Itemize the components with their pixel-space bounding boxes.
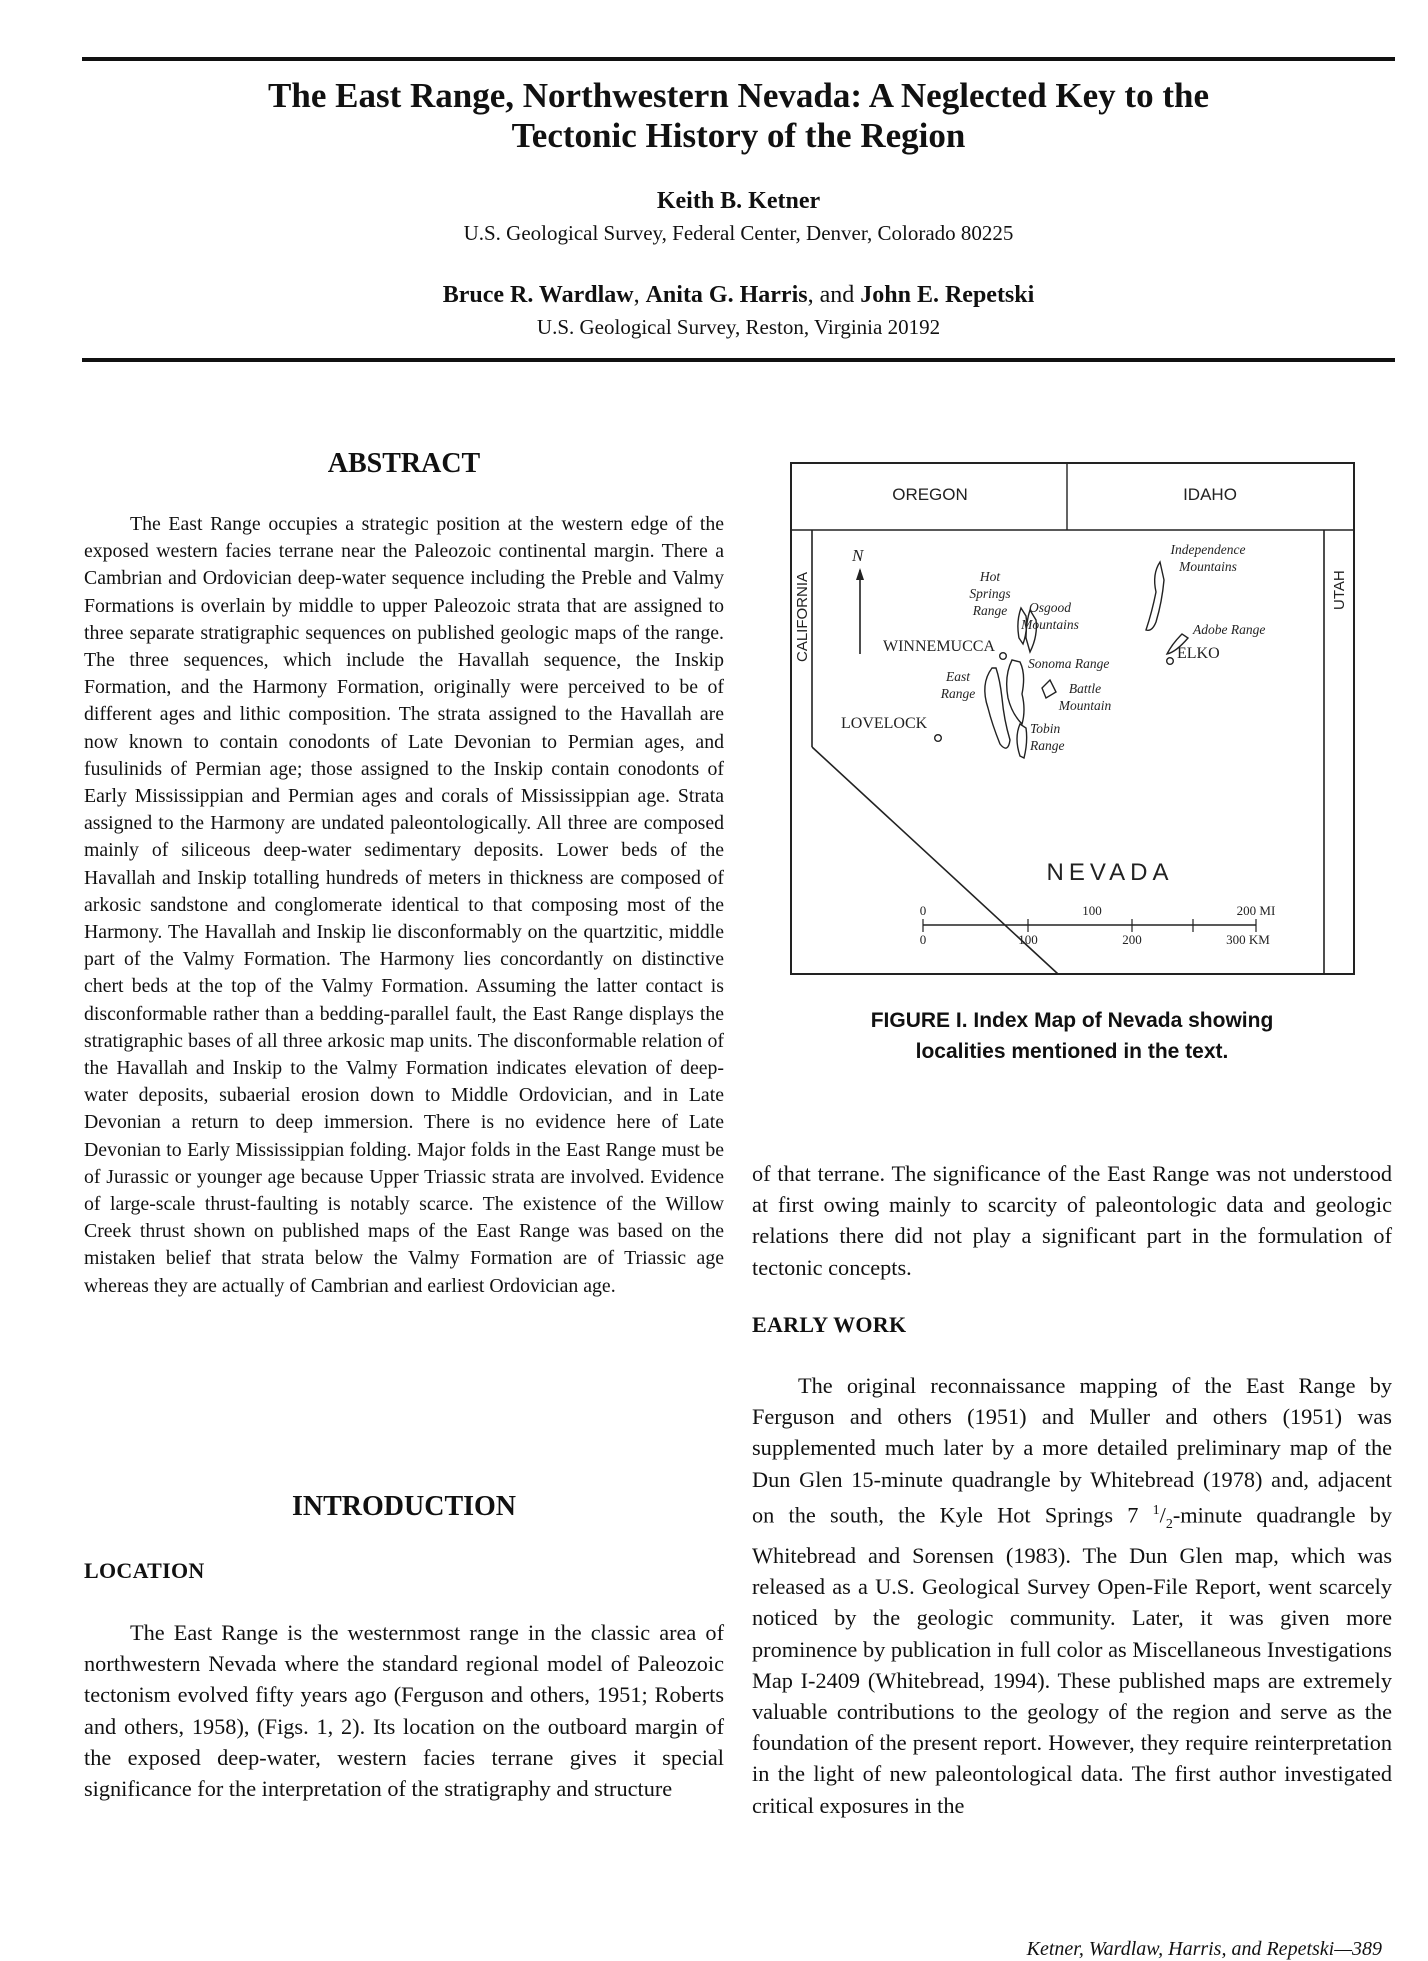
author-1: Keith B. Ketner [656,188,821,214]
fraction-numerator: 1 [1152,1502,1160,1518]
fraction-denominator: 2 [1165,1516,1173,1532]
scale-km-100: 100 [1018,932,1038,947]
figure-caption-line-1: FIGURE I. Index Map of Nevada showing [870,1009,1274,1032]
introduction-heading: INTRODUCTION [291,1491,517,1522]
nevada-index-map [790,462,1356,977]
early-work-text: The original reconnaissance mapping of the East Range by Ferguson and others (1951) and Muller and others (1951) was supplemented much later by a more detailed preliminary map of the Dun Glen 15-minute quadrangle by Whitebread (1978) and, adjacent on the south, the Kyle Hot Springs 7 $^1/_2$-minute quadrangle by Whitebread and Sorensen (1983). The Dun Glen map, which was released as a U.S. Geological Survey Open-File Report, went scarcely noticed by the geologic community. Later, it was given more prominence by publication in full color as Miscellaneous Investigations Map I-2409 (Whitebread, 1994). These published maps are extremely valuable contributions to the geology of the region and serve as the foundation of the present report. However, they require reinterpretation in the light of new paleontological data. The first author investigated critical exposures in the [752,1373,1392,1818]
scale-mi-0: 0 [919,903,927,918]
label-independence: Independence [1170,542,1246,557]
label-lovelock: LOVELOCK [841,715,928,732]
header-bottom-rule [82,358,1395,362]
label-sonoma-range: Sonoma Range [1028,656,1110,671]
label-battle: Battle [1068,681,1102,696]
label-springs: Springs [969,586,1011,601]
label-mountains-o: Mountains [1021,617,1079,632]
label-tobin: Tobin [1030,721,1061,736]
label-elko: ELKO [1177,645,1220,662]
abstract-heading: ABSTRACT [327,448,481,479]
title-line-1: The East Range, Northwestern Nevada: A Neglected Key to the [268,76,1209,115]
scale-km-0: 0 [919,932,927,947]
early-work-heading: EARLY WORK [752,1312,907,1337]
author-harris: Anita G. Harris [645,282,808,308]
label-california: CALIFORNIA [794,571,811,662]
label-idaho: IDAHO [1183,485,1237,504]
label-range-t: Range [1030,738,1065,753]
label-winnemucca: WINNEMUCCA [883,638,995,655]
label-mountains-i: Mountains [1179,559,1237,574]
label-adobe-range: Adobe Range [1193,622,1266,637]
independence-mountains-shape [1146,562,1164,630]
scale-km-300: 300 KM [1226,932,1270,947]
label-range-e: Range [940,686,976,701]
label-nevada: NEVADA [1046,859,1174,886]
author-and: and [819,282,855,308]
title-line-2: Tectonic History of the Region [511,116,966,155]
label-mountain-b: Mountain [1058,698,1112,713]
label-oregon: OREGON [892,485,968,504]
label-osgood: Osgood [1028,600,1072,615]
scale-mi-100: 100 [1082,903,1102,918]
location-heading: LOCATION [84,1558,205,1583]
tobin-range-shape [1017,724,1027,758]
sonoma-range-shape [1007,660,1024,724]
affiliation-2: U.S. Geological Survey, Reston, Virginia 20192 [536,315,941,339]
author-repetski: John E. Repetski [860,282,1035,308]
label-utah: UTAH [1331,570,1348,610]
location-text: The East Range is the westernmost range in the classic area of northwestern Nevada where the standard regional model of Paleozoic tectonism evolved fifty years ago (Ferguson and others, 1951; Roberts and others, 1958), (Figs. 1, 2). Its location on the outboard margin of the exposed deep-water, western facies terrane gives it special significance for the interpretation of the stratigraphy and structure [84,1620,724,1802]
paper-title [82,76,1395,156]
north-label: N [852,546,864,565]
top-rule [82,57,1395,61]
scale-km-200: 200 [1122,932,1142,947]
affiliation-1: U.S. Geological Survey, Federal Center, Denver, Colorado 80225 [463,221,1014,245]
location-text-continued: of that terrane. The significance of the East Range was not understood at first owing mainly to scarcity of paleontologic data and geologic relations there did not play a significant part in the formulation of tectonic concepts. [752,1161,1392,1280]
early-work-text-b: -minute quadrangle by Whitebread and Sorensen (1983). The Dun Glen map, which was released as a U.S. Geological Survey Open-File Report, went scarcely noticed by the geologic community. Later, it was given more prominence by publication in full color as Miscellaneous Investigations Map I-2409 (Whitebread, 1994). These published maps are extremely valuable contributions to the geology of the region and serve as the foundation of the present report. However, they require reinterpretation in the light of new paleontological data. The first author investigated critical exposures in the [752,1502,1392,1818]
author-line-2: Bruce R. Wardlaw, Anita G. Harris, and John E. Repetski [442,282,1035,308]
figure-caption-line-2: localities mentioned in the text. [915,1040,1229,1063]
battle-mountain-shape [1042,680,1056,698]
label-east: East [945,669,971,684]
running-footer: Ketner, Wardlaw, Harris, and Repetski—389 [1026,1938,1382,1960]
scale-mi-200: 200 MI [1236,903,1276,918]
author-wardlaw: Bruce R. Wardlaw [442,282,634,308]
figure-caption [792,1005,1352,1067]
early-work-text-a: The original reconnaissance mapping of the East Range by Ferguson and others (1951) and Muller and others (1951) was supplemented much later by a more detailed preliminary map of the Dun Glen 15-minute quadrangle by Whitebread (1978) and, adjacent on the south, the Kyle Hot Springs 7 [752,1373,1392,1528]
label-hot: Hot [979,569,1001,584]
abstract-text: The East Range occupies a strategic position at the western edge of the exposed western facies terrane near the Paleozoic continental margin. There a Cambrian and Ordovician deep-water sequence including the Preble and Valmy Formations is overlain by middle to upper Paleozoic strata that are assigned to three separate stratigraphic sequences on published geologic maps of the range. The three sequences, which include the Havallah sequence, the Inskip Formation, and the Harmony Formation, originally were perceived to be of different ages and lithic composition. The strata assigned to the Havallah are now known to contain conodonts of Late Devonian to Permian ages, and fusulinids of Permian age; those assigned to the Inskip contain conodonts of Early Mississippian and Permian ages and corals of Mississippian age. Strata assigned to the Harmony are undated paleontologically. All three are composed mainly of siliceous deep-water sedimentary deposits. Lower beds of the Havallah and Inskip totalling hundreds of meters in thickness are composed of arkosic sandstone and conglomerate identical to that composing most of the Harmony. The Havallah and Inskip lie disconformably on the quartzitic, middle part of the Valmy Formation. The Harmony lies concordantly on distinctive chert beds at the top of the Valmy Formation. Assuming the latter contact is disconformable rather than a bedding-parallel fault, the East Range displays the stratigraphic bases of all three arkosic map units. The disconformable relation of the Havallah and Inskip to the Valmy Formation indicates elevation of deep-water deposits, subaerial erosion down to Middle Ordovician, and in Late Devonian a return to deep immersion. There is no evidence here of Late Devonian to Early Mississippian folding. Major folds in the East Range must be of Jurassic or younger age because Upper Triassic strata are involved. Evidence of large-scale thrust-faulting is notably scarce. The existence of the Willow Creek thrust shown on published maps of the East Range was based on the mistaken belief that strata below the Valmy Formation are of Triassic age whereas they are actually of Cambrian and earliest Ordovician age. [84,513,724,1297]
label-range-hs: Range [972,603,1008,618]
